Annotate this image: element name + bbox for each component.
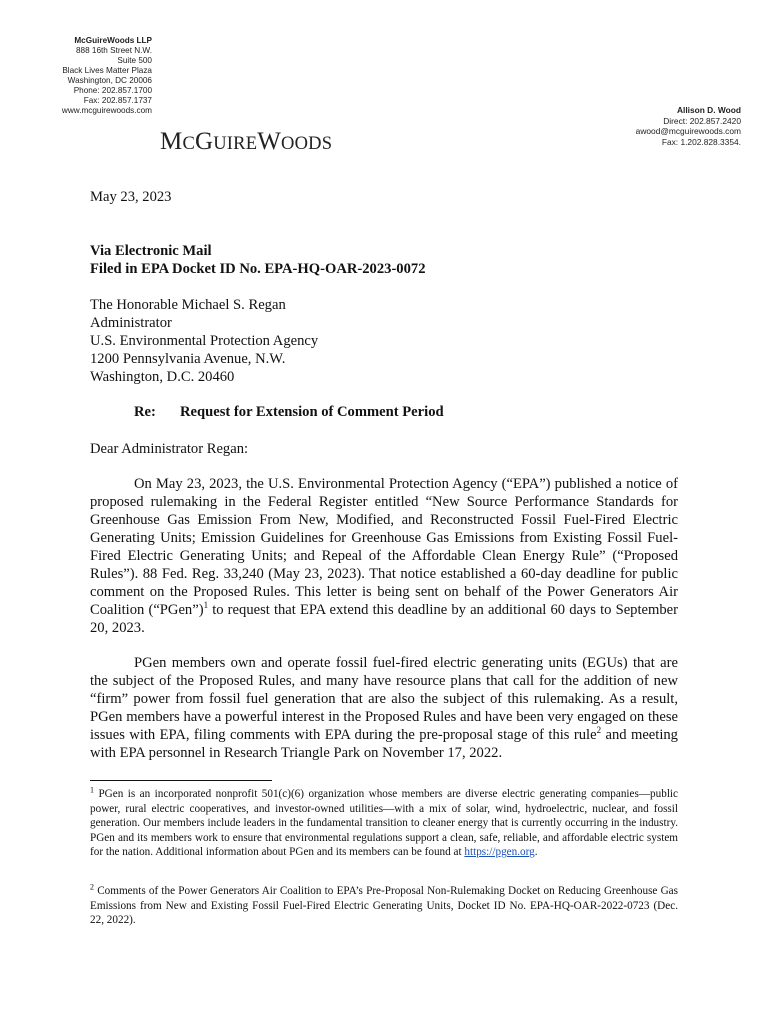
docket-line: Filed in EPA Docket ID No. EPA-HQ-OAR-2023-0072 xyxy=(90,261,426,277)
subject-line xyxy=(134,403,722,421)
author-name: Allison D. Wood xyxy=(676,105,741,115)
footnote-text: . xyxy=(534,846,538,859)
logo-letter: M xyxy=(160,128,183,155)
pgen-link[interactable]: https://pgen.org xyxy=(464,846,535,859)
footnote-divider xyxy=(90,780,272,781)
subject-label: Re: xyxy=(134,404,156,420)
logo-letter: W xyxy=(257,128,282,155)
addressee-line: 1200 Pennsylvania Avenue, N.W. xyxy=(90,351,286,367)
salutation: Dear Administrator Regan: xyxy=(90,441,249,457)
firm-logo xyxy=(160,128,332,156)
footnote-text: PGen is an incorporated nonprofit 501(c)(6) organization whose members are diverse electric generating companies—public power, rural electric cooperatives, and investor-owned utilities—with a mix of solar, wind, hydroelectric, nuclear, and fossil generation. Our members include leaders in the fundamental transition to cleaner energy that is currently occurring in the industry. PGen and its members work to ensure that environmental regulations support a clean, safe, reliable, and affordable electric system for the nation. Additional information about PGen and its members can be found at xyxy=(90,788,678,859)
addressee-line: The Honorable Michael S. Regan xyxy=(90,297,286,313)
footnote-number: 1 xyxy=(90,785,94,795)
author-email: awood@mcguirewoods.com xyxy=(635,126,741,136)
footnote xyxy=(90,884,678,928)
logo-letters: OODS xyxy=(281,134,333,154)
body-paragraph xyxy=(90,475,678,637)
delivery-line: Via Electronic Mail xyxy=(90,243,212,259)
paragraph-text: On May 23, 2023, the U.S. Environmental Protection Agency (“EPA”) published a notice of proposed rulemaking in the Federal Register entitled “New Source Performance Standards for Greenhouse Gas Emission From New, Modified, and Reconstructed Fossil Fuel-Fired Electric Generating Units; Emission Guidelines for Greenhouse Gas Emissions from Existing Fossil Fuel-Fired Electric Generating Units; and Repeal of the Affordable Clean Energy Rule” (“Proposed Rules”). 88 Fed. Reg. 33,240 (May 23, 2023). That notice established a 60-day deadline for public comment on the Proposed Rules. This letter is being sent on behalf of the Power Generators Air Coalition (“PGen”) xyxy=(90,476,678,618)
footnote-ref: 1 xyxy=(203,600,209,611)
subject-text: Request for Extension of Comment Period xyxy=(180,404,444,420)
author-contact-block xyxy=(636,105,741,147)
paragraph-text: and meeting with EPA personnel in Research Triangle Park on November 17, 2022. xyxy=(90,727,678,761)
author-direct: Direct: 202.857.2420 xyxy=(663,115,741,126)
firm-name: McGuireWoods LLP xyxy=(74,36,152,45)
logo-letters: UIRE xyxy=(213,134,258,154)
firm-address-line: Black Lives Matter Plaza xyxy=(62,66,152,75)
addressee-line: Washington, D.C. 20460 xyxy=(90,369,235,385)
firm-address-line: Suite 500 xyxy=(117,56,152,65)
addressee-block xyxy=(90,296,678,386)
footnote-number: 2 xyxy=(90,882,94,892)
logo-letters: C xyxy=(182,134,195,154)
author-fax: Fax: 1.202.828.3354. xyxy=(661,136,741,147)
addressee-line: U.S. Environmental Protection Agency xyxy=(90,333,319,349)
paragraph-text: PGen members own and operate fossil fuel-fired electric generating units (EGUs) that are the subject of the Proposed Rules, and many have resource plans that call for the addition of new “firm” power from fossil fuel generation that are also the subject of this rulemaking. As a result, PGen members have a powerful interest in the Proposed Rules and have been very engaged on these issues with EPA, filing comments with EPA during the pre-proposal stage of this rule xyxy=(90,655,678,743)
firm-address-line: Washington, DC 20006 xyxy=(67,76,152,85)
addressee-line: Administrator xyxy=(90,315,172,331)
footnote xyxy=(90,787,678,860)
firm-fax: Fax: 202.857.1737 xyxy=(83,96,152,105)
firm-contact-block xyxy=(62,36,152,116)
firm-address-line: 888 16th Street N.W. xyxy=(75,46,152,55)
paragraph-text: to request that EPA extend this deadline by an additional 60 days to September 20, 2023. xyxy=(90,602,678,636)
firm-website: www.mcguirewoods.com xyxy=(61,106,152,115)
footnote-text: Comments of the Power Generators Air Coalition to EPA’s Pre-Proposal Non-Rulemaking Docket on Reducing Greenhouse Gas Emissions from New and Existing Fossil Fuel-Fired Electric Generating Units, Docket ID No. EPA-HQ-OAR-2022-0723 (Dec. 22, 2022). xyxy=(90,885,678,927)
footnote-ref: 2 xyxy=(596,725,602,736)
letter-date: May 23, 2023 xyxy=(90,189,172,205)
body-paragraph xyxy=(90,654,678,762)
delivery-method xyxy=(90,242,678,278)
firm-phone: Phone: 202.857.1700 xyxy=(73,86,152,95)
logo-letter: G xyxy=(194,128,214,155)
